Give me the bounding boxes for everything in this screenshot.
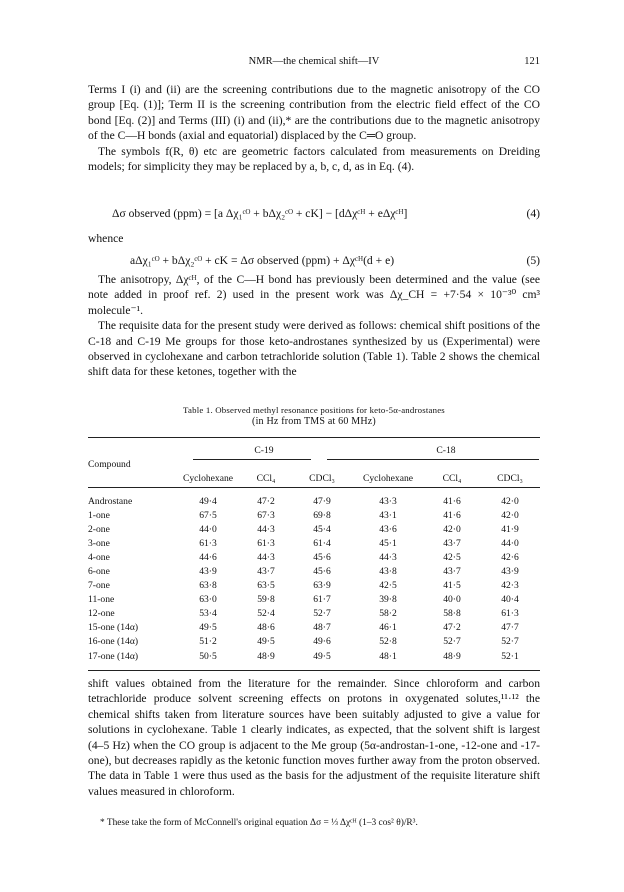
shift-value-cell: 47·9 [313,495,331,507]
column-header-c18-cyclohexane: Cyclohexane [362,472,414,484]
shift-value-cell: 44·3 [379,551,397,563]
shift-value-cell: 42·5 [379,580,397,592]
shift-value-cell: 43·9 [199,566,217,578]
shift-value-cell: 49·5 [199,622,217,634]
shift-value-cell: 43·7 [443,537,461,549]
column-header-c19-cdcl3: CDCl₃ [309,472,335,484]
equation-4-number: (4) [526,207,540,220]
paragraph-solvent [88,676,540,799]
page-number: 121 [524,56,540,67]
compound-cell: 1-one [88,509,110,521]
shift-value-cell: 50·5 [199,650,217,662]
table-bottom-rule [88,670,540,671]
shift-value-cell: 52·4 [257,608,275,620]
column-header-c19-ccl4: CCl₄ [256,472,276,484]
shift-value-cell: 67·5 [199,509,217,521]
shift-value-cell: 48·9 [443,650,461,662]
shift-value-cell: 43·1 [379,509,397,521]
shift-value-cell: 59·8 [257,594,275,606]
shift-value-cell: 52·7 [501,636,519,648]
shift-value-cell: 49·5 [257,636,275,648]
group-header-c18: C-18 [436,444,456,456]
shift-value-cell: 46·1 [379,622,397,634]
shift-value-cell: 45·6 [313,566,331,578]
paragraph-3: The anisotropy, Δχᶜᴴ, of the C—H bond has previously been determined and the value (see note added in proof ref. 2) used in the present work was Δχ_CH = +7·54 × 10⁻³⁰ cm³ molecule⁻¹. [88,273,540,317]
paragraph-4: The requisite data for the present study were derived as follows: chemical shift positions of the C-18 and C-19 Me groups for those keto-androstanes synthesized by us (Experimental) were observed in cyclohexane and carbon tetrachloride solution (Table 1). Table 2 shows the chemical shift data for these ketones, together with the [88,319,540,379]
shift-value-cell: 49·5 [313,650,331,662]
shift-value-cell: 63·0 [199,594,217,606]
table-subtitle: (in Hz from TMS at 60 MHz) [252,416,376,427]
shift-value-cell: 39·8 [379,594,397,606]
table-row [88,550,540,564]
column-header-compound: Compound [88,459,131,470]
table-row [88,579,540,593]
shift-value-cell: 42·0 [443,523,461,535]
page-header [88,56,540,70]
shift-value-cell: 48·1 [379,650,397,662]
running-title: NMR—the chemical shift—IV [248,56,380,67]
shift-value-cell: 61·3 [199,537,217,549]
table-title: Table 1. Observed methyl resonance positions for keto-5α-androstanes [183,405,445,415]
shift-value-cell: 61·3 [257,537,275,549]
paragraph-2: The symbols f(R, θ) etc are geometric factors calculated from measurements on Dreiding models; for simplicity they may be replaced by a, b, c, d, as in Eq. (4). [88,144,540,174]
shift-value-cell: 52·1 [501,650,519,662]
shift-value-cell: 49·4 [199,495,217,507]
shift-value-cell: 58·2 [379,608,397,620]
equation-5-body: aΔχ₁ᶜᴼ + bΔχ₂ᶜᴼ + cK = Δσ observed (ppm) + Δχᶜᴴ(d + e) [130,254,395,267]
methyl-resonance-table [88,441,540,663]
table-row [88,649,540,663]
equation-5-number: (5) [526,254,540,267]
paragraph-terms [88,82,540,174]
table-row [88,593,540,607]
shift-value-cell: 40·4 [501,594,519,606]
shift-value-cell: 49·6 [313,636,331,648]
equation-4-body: Δσ observed (ppm) = [a Δχ₁ᶜᴼ + bΔχ₂ᶜᴼ + cK] − [dΔχᶜᴴ + eΔχᶜᴴ] [112,207,408,220]
compound-cell: 2-one [88,523,110,535]
shift-value-cell: 53·4 [199,608,217,620]
shift-value-cell: 63·5 [257,580,275,592]
shift-value-cell: 42·6 [501,551,519,563]
shift-value-cell: 61·7 [313,594,331,606]
paragraph-1: Terms I (i) and (ii) are the screening contributions due to the magnetic anisotropy of the CO group [Eq. (1)]; Term II is the screening contribution from the electric field effect of the CO bond [Eq. (2)] and Terms (III) (i) and (ii),* are the contributions due to the magnetic anisotropy of the C—H bonds (axial and equatorial) displaced by the C═O group. [88,83,540,143]
table-row [88,621,540,635]
paragraph-anisotropy [88,272,540,380]
shift-value-cell: 45·6 [313,551,331,563]
shift-value-cell: 52·7 [313,608,331,620]
shift-value-cell: 44·3 [257,523,275,535]
compound-cell: 16-one (14α) [88,636,139,648]
shift-value-cell: 41·9 [501,523,519,535]
table-row [88,508,540,522]
compound-cell: 7-one [88,580,110,592]
shift-value-cell: 63·8 [199,580,217,592]
table-top-rule [88,437,540,438]
compound-cell: 3-one [88,537,110,549]
footnote: * These take the form of McConnell's original equation Δσ = ⅓ Δχᶜᴴ (1–3 cos² θ)/R³. [100,818,418,828]
shift-value-cell: 42·3 [501,580,519,592]
table-row [88,522,540,536]
shift-value-cell: 48·9 [257,650,275,662]
shift-value-cell: 43·3 [379,495,397,507]
equation-5 [88,254,540,270]
shift-value-cell: 47·7 [501,622,519,634]
shift-value-cell: 43·7 [443,566,461,578]
shift-value-cell: 43·7 [257,566,275,578]
shift-value-cell: 42·5 [443,551,461,563]
column-header-c19-cyclohexane: Cyclohexane [182,472,234,484]
shift-value-cell: 43·8 [379,566,397,578]
shift-value-cell: 47·2 [443,622,461,634]
shift-value-cell: 42·0 [501,495,519,507]
table-row [88,494,540,508]
table-body [88,494,540,663]
shift-value-cell: 52·8 [379,636,397,648]
shift-value-cell: 42·0 [501,509,519,521]
compound-cell: Androstane [88,495,133,507]
shift-value-cell: 48·7 [313,622,331,634]
table-row [88,564,540,578]
group-header-c19: C-19 [254,444,274,456]
shift-value-cell: 43·9 [501,566,519,578]
paragraph-5: shift values obtained from the literature for the remainder. Since chloroform and carbon tetrachloride produce solvent screening effects on protons in oxygenated solutes,¹¹·¹² the chemical shifts taken from literature sources have been suitably adjusted to give a value for solutions in cyclohexane. Table 1 clearly indicates, as expected, that the solvent shift is largest (4–5 Hz) when the CO group is adjacent to the Me group (5α-androstan-1-one, -12-one and -17-one), but decreases rapidly as the ketonic function moves further away from the proton observed. The data in Table 1 were thus used as the basis for the adjustment of the requisite literature shift values measured in chloroform. [88,677,540,798]
shift-value-cell: 41·6 [443,495,461,507]
compound-cell: 17-one (14α) [88,650,139,662]
shift-value-cell: 58·8 [443,608,461,620]
shift-value-cell: 40·0 [443,594,461,606]
shift-value-cell: 44·0 [501,537,519,549]
table-caption [88,404,540,428]
shift-value-cell: 45·4 [313,523,331,535]
shift-value-cell: 41·6 [443,509,461,521]
shift-value-cell: 67·3 [257,509,275,521]
shift-value-cell: 61·3 [501,608,519,620]
table-row [88,607,540,621]
shift-value-cell: 43·6 [379,523,397,535]
shift-value-cell: 52·7 [443,636,461,648]
shift-value-cell: 44·3 [257,551,275,563]
shift-value-cell: 41·5 [443,580,461,592]
compound-cell: 12-one [88,608,115,620]
shift-value-cell: 63·9 [313,580,331,592]
shift-value-cell: 44·6 [199,551,217,563]
whence-text: whence [88,232,124,245]
column-header-c18-ccl4: CCl₄ [442,472,462,484]
shift-value-cell: 69·8 [313,509,331,521]
table-row [88,635,540,649]
shift-value-cell: 45·1 [379,537,397,549]
equation-4 [88,207,540,223]
shift-value-cell: 61·4 [313,537,331,549]
shift-value-cell: 51·2 [199,636,217,648]
table-row [88,536,540,550]
column-header-c18-cdcl3: CDCl₃ [497,472,523,484]
compound-cell: 4-one [88,551,110,563]
compound-cell: 15-one (14α) [88,622,139,634]
shift-value-cell: 47·2 [257,495,275,507]
shift-value-cell: 44·0 [199,523,217,535]
shift-value-cell: 48·6 [257,622,275,634]
compound-cell: 11-one [88,594,115,606]
compound-cell: 6-one [88,566,110,578]
